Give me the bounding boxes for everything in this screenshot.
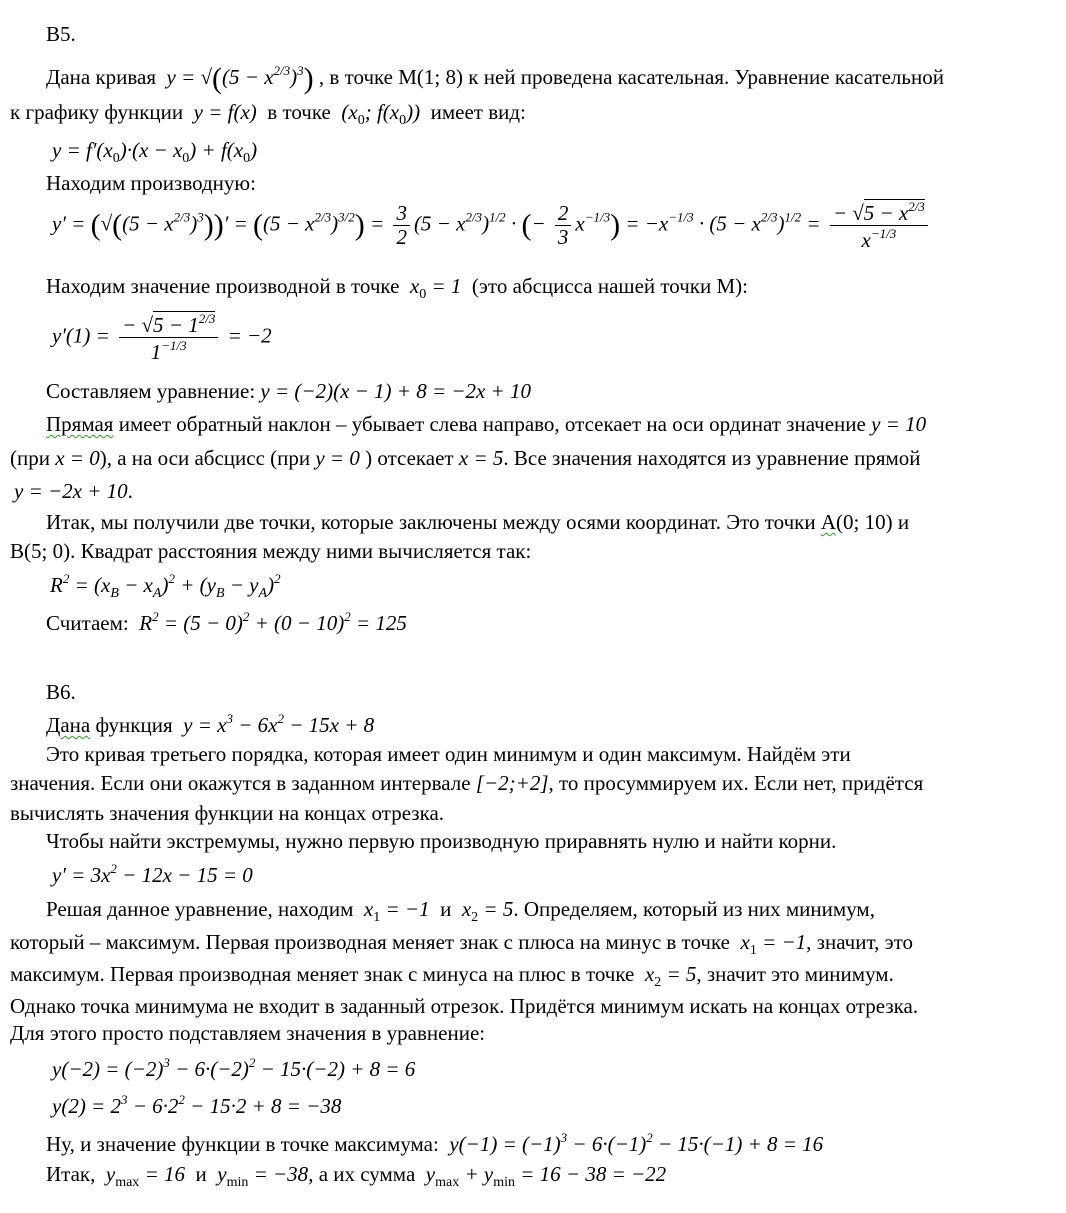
b6-sum: Итак, $y_{max} = 16$ и $y_{min} = -38$, а их сумма $y_{max} + y_{min} = 16 - 38 = -22$ (46, 1162, 667, 1190)
b6-s1: Решая данное уравнение, находим $x_1 = -1$ и $x_2 = 5$. Определяем, который из них минимум, (46, 897, 875, 925)
tangent-equation: $y = f'(x_0)\cdot(x - x_0) + f(x_0)$ (52, 138, 258, 166)
count-line: Считаем: $R^2 = (5 - 0)^2 + (0 - 10)^2 = 125$ (46, 609, 407, 635)
b6-p1-l1: Это кривая третьего порядка, которая имеет один минимум и один максимум. Найдём эти (46, 742, 851, 766)
line-equation: y = (−2)(x − 1) + 8 = −2x + 10 (260, 379, 532, 403)
b6-derivative: $y' = 3x^2 - 12x - 15 = 0$ (52, 861, 253, 887)
b6-heading: B6. (46, 680, 76, 704)
cubic-function: $y = x^3 - 6x^2 - 15x + 8$ (177, 711, 375, 737)
points-line-1: Итак, мы получили две точки, которые заключены между осями координат. Это точки A(0; 10) и (46, 510, 910, 534)
function-f: y = f(x) (188, 100, 263, 124)
x0-value: $x_0 = 1$ (404, 274, 467, 302)
b6-s5: Для этого просто подставляем значения в уравнение: (10, 1021, 486, 1045)
derivative-at-1: y′(1) = $\frac{- √5 - 1^{2/3}}{1^{-1/3}}$ = −2 (52, 311, 272, 364)
line-desc-2: (при x = 0), а на оси абсцисс (при y = 0 ) отсекает x = 5. Все значения находятся из уравнение прямой (10, 446, 921, 470)
b6-given: Дана функция $y = x^3 - 6x^2 - 15x + 8$ (46, 711, 375, 737)
b5-line-1: Дана кривая $y = √((5 - x^{2/3})^3)$ , в точке M(1; 8) к ней проведена касательная. Уравнение касательной (46, 62, 944, 95)
distance-result: $R^2 = (5 - 0)^2 + (0 - 10)^2 = 125$ (133, 609, 407, 635)
b5-line-2: к графику функции y = f(x) в точке ($x_0$; $f(x_0)$) имеет вид: (10, 100, 526, 128)
b5-heading: B5. (46, 22, 76, 46)
curve-formula: $y = √((5 - x^{2/3})^3)$ (161, 62, 314, 95)
points-line-2: B(5; 0). Квадрат расстояния между ними вычисляется так: (10, 539, 532, 563)
b6-calc-1: $y(-2) = (-2)^3 - 6\cdot(-2)^2 - 15\cdot(-2) + 8 = 6$ (52, 1055, 416, 1081)
compose-line: Составляем уравнение: y = (−2)(x − 1) + 8 = −2x + 10 (46, 379, 532, 403)
b6-p1-l3: вычислять значения функции на концах отрезка. (10, 801, 445, 825)
b6-s4: Однако точка минимума не входит в заданный отрезок. Придётся минимум искать на концах отрезка. (10, 994, 919, 1018)
b6-calc-2: $y(2) = 2^3 - 6\cdot 2^2 - 15\cdot 2 + 8 = -38$ (52, 1092, 342, 1118)
line-desc-3: y = −2x + 10. (14, 479, 133, 503)
b6-max: Ну, и значение функции в точке максимума: $y(-1) = (-1)^3 - 6\cdot(-1)^2 - 15\cdot(-1) + 8 = 16$ (46, 1130, 824, 1156)
b6-s3: максимум. Первая производная меняет знак с минуса на плюс в точке $x_2 = 5$, значит это минимум. (10, 962, 894, 990)
b6-p2: Чтобы найти экстремумы, нужно первую производную приравнять нулю и найти корни. (46, 829, 837, 853)
b6-s2: который – максимум. Первая производная меняет знак с плюса на минус в точке $x_1 = -1$, значит, это (10, 930, 913, 958)
derivative-chain: $y' = (√((5 - x^{2/3})^3))' = ((5 - x^{2/3})^{3/2})$ = $\frac{3}{2}$ $(5 - x^{2/3})^{1/2}$ · (− $\frac{2}{3}$ $x^{-1/3}) = -x^{-1/3} \cdot (5 - x^{2/3})^{1/2}$ = $\frac{- √5 - x^{2/3}}{x^{-1/3}}$ (52, 200, 932, 251)
tangent-point: ($x_0$; $f(x_0)$) (336, 100, 426, 128)
line-desc-1: Прямая имеет обратный наклон – убывает слева направо, отсекает на оси ординат значение y = 10 (46, 412, 927, 436)
b6-p1-l2: значения. Если они окажутся в заданном интервале [−2;+2], то просуммируем их. Если нет, придётся (10, 771, 924, 795)
distance-formula: $R^2 = (x_B - x_A)^2 + (y_B - y_A)^2$ (50, 571, 281, 601)
derivative-value-line: Находим значение производной в точке $x_0 = 1$ (это абсцисса нашей точки M): (46, 274, 748, 302)
derivative-heading: Находим производную: (46, 171, 256, 195)
